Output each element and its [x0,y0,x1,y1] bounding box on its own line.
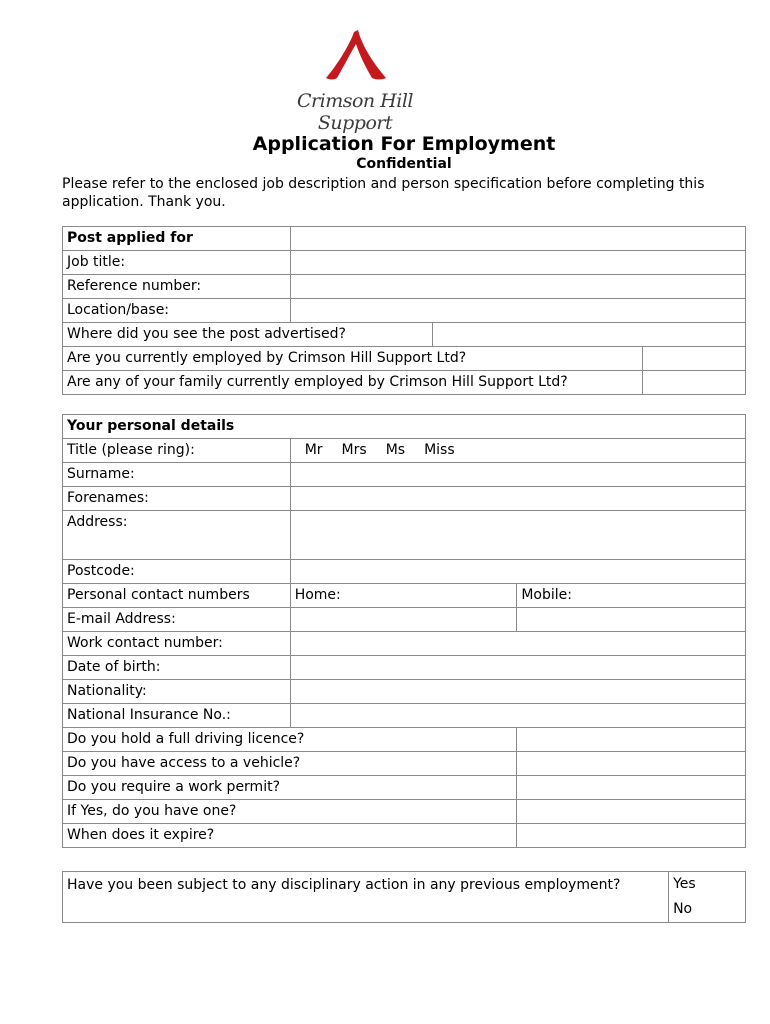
personal-details-table [62,414,746,848]
forenames-field[interactable] [290,487,745,511]
home-phone-field[interactable]: Home: [290,584,517,608]
expire-label: When does it expire? [63,824,517,848]
logo-text: Crimson Hill Support [297,90,413,134]
driving-label: Do you hold a full driving licence? [63,728,517,752]
title-options [290,439,745,463]
permit-field[interactable] [517,776,746,800]
address-label: Address: [63,511,291,560]
page-subtitle: Confidential [356,156,452,172]
job-title-field[interactable] [290,251,745,275]
nationality-label: Nationality: [63,680,291,704]
title-option-ms[interactable]: Ms [385,442,406,458]
advertised-field[interactable] [432,323,745,347]
vehicle-label: Do you have access to a vehicle? [63,752,517,776]
title-option-mr[interactable]: Mr [304,442,323,458]
vehicle-field[interactable] [517,752,746,776]
email-field-extra[interactable] [517,608,746,632]
address-field[interactable] [290,511,745,560]
page-title: Application For Employment [252,133,556,155]
post-heading-field [290,227,745,251]
family-field[interactable] [643,371,746,395]
mobile-phone-field[interactable]: Mobile: [517,584,746,608]
advertised-label: Where did you see the post advertised? [63,323,433,347]
title-option-mrs[interactable]: Mrs [341,442,367,458]
permit-have-field[interactable] [517,800,746,824]
job-title-label: Job title: [63,251,291,275]
permit-have-label: If Yes, do you have one? [63,800,517,824]
disciplinary-table [62,871,746,923]
expire-field[interactable] [517,824,746,848]
family-label: Are any of your family currently employed by Crimson Hill Support Ltd? [63,371,643,395]
surname-label: Surname: [63,463,291,487]
location-field[interactable] [290,299,745,323]
postcode-label: Postcode: [63,560,291,584]
dob-label: Date of birth: [63,656,291,680]
ni-field[interactable] [290,704,745,728]
reference-label: Reference number: [63,275,291,299]
forenames-label: Forenames: [63,487,291,511]
reference-field[interactable] [290,275,745,299]
surname-field[interactable] [290,463,745,487]
title-option-miss[interactable]: Miss [424,442,455,458]
disciplinary-yes-option[interactable]: Yes [673,876,696,892]
nationality-field[interactable] [290,680,745,704]
disciplinary-no-option[interactable]: No [673,901,693,917]
intro-text: Please refer to the enclosed job description and person specification before completing this application. Thank you. [62,176,705,210]
postcode-field[interactable] [290,560,745,584]
permit-label: Do you require a work permit? [63,776,517,800]
employed-field[interactable] [643,347,746,371]
employed-label: Are you currently employed by Crimson Hill Support Ltd? [63,347,643,371]
dob-field[interactable] [290,656,745,680]
email-field[interactable] [290,608,517,632]
contact-numbers-label: Personal contact numbers [63,584,291,608]
personal-heading: Your personal details [63,415,746,439]
post-applied-table [62,226,746,395]
ni-label: National Insurance No.: [63,704,291,728]
email-label: E-mail Address: [63,608,291,632]
work-contact-field[interactable] [290,632,745,656]
post-heading: Post applied for [63,227,291,251]
company-logo [270,28,440,134]
disciplinary-question: Have you been subject to any disciplinary action in any previous employment? [63,872,669,923]
title-label: Title (please ring): [63,439,291,463]
driving-field[interactable] [517,728,746,752]
disciplinary-options [669,872,746,923]
logo-mark-icon [320,28,390,88]
location-label: Location/base: [63,299,291,323]
work-contact-label: Work contact number: [63,632,291,656]
